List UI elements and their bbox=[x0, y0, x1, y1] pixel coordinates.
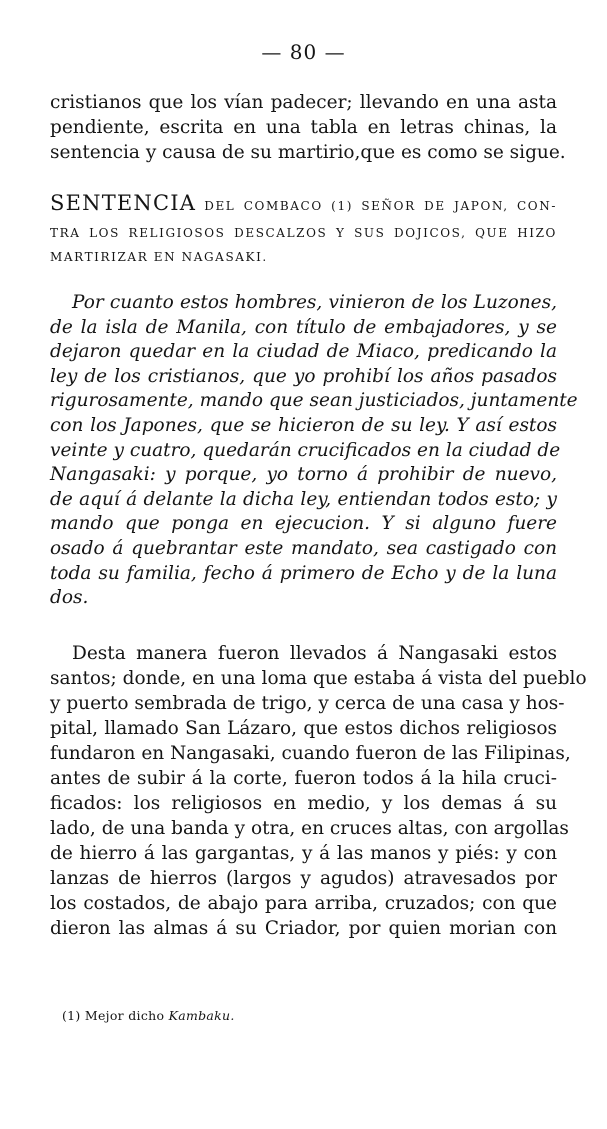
intro-paragraph bbox=[50, 90, 566, 165]
narrative-line: santos; donde, en una loma que estaba á vista del pueblo bbox=[50, 667, 587, 689]
sentence-line: con los Japones, que se hicieron de su ley. Y así estos bbox=[50, 414, 557, 436]
narrative-line: pital, llamado San Lázaro, que estos dichos religiosos bbox=[50, 717, 557, 739]
sentence-line: Nangasaki: y porque, yo torno á prohibir de nuevo, bbox=[50, 464, 557, 486]
page-number: — 80 — bbox=[261, 40, 346, 64]
narrative-line: fundaron en Nangasaki, cuando fueron de las Filipinas, bbox=[50, 742, 571, 764]
heading-line bbox=[50, 188, 557, 221]
footnote-prefix: (1) Mejor dicho bbox=[62, 1008, 169, 1023]
sentence-line: dejaron quedar en la ciudad de Miaco, predicando la bbox=[50, 341, 557, 363]
narrative-line: de hierro á las gargantas, y á las manos y piés: y con bbox=[50, 842, 557, 864]
heading-line: TRA LOS RELIGIOSOS DESCALZOS Y SUS DOJICOS, QUE HIZO bbox=[50, 226, 557, 240]
narrative-line: lado, de una banda y otra, en cruces altas, con argollas bbox=[50, 817, 569, 839]
sentence-line: toda su familia, fecho á primero de Echo y de la luna bbox=[50, 562, 557, 584]
heading-line: MARTIRIZAR EN NAGASAKI. bbox=[50, 250, 268, 264]
sentence-line: mando que ponga en ejecucion. Y si alguno fuere bbox=[50, 513, 557, 535]
intro-line: pendiente, escrita en una tabla en letras chinas, la bbox=[50, 117, 557, 138]
sentence-heading bbox=[50, 188, 557, 269]
narrative-line: dieron las almas á su Criador, por quien morian con bbox=[50, 917, 557, 939]
narrative-line: Desta manera fueron llevados á Nangasaki estos bbox=[72, 642, 557, 664]
narrative-paragraph bbox=[50, 641, 587, 941]
sentence-line: veinte y cuatro, quedarán crucificados en la ciudad de bbox=[50, 439, 561, 461]
narrative-line: lanzas de hierros (largos y agudos) atravesados por bbox=[50, 867, 557, 889]
footnote bbox=[62, 1008, 235, 1023]
intro-line: cristianos que los vían padecer; llevando en una asta bbox=[50, 92, 557, 113]
sentence-text bbox=[50, 291, 578, 611]
heading-line1-rest: DEL COMBACO (1) SEÑOR DE JAPON, CON- bbox=[204, 199, 558, 213]
sentence-line: Por cuanto estos hombres, vinieron de los Luzones, bbox=[72, 292, 557, 313]
narrative-line: ficados: los religiosos en medio, y los demas á su bbox=[50, 792, 557, 814]
footnote-term: Kambaku. bbox=[168, 1008, 235, 1023]
sentence-line: de la isla de Manila, con título de embajadores, y se bbox=[50, 316, 557, 338]
narrative-line: antes de subir á la corte, fueron todos á la hila cruci- bbox=[50, 767, 557, 789]
sentence-line: rigurosamente, mando que sean justiciados, juntamente bbox=[50, 390, 578, 412]
intro-line: sentencia y causa de su martirio,que es como se sigue. bbox=[50, 142, 566, 163]
narrative-line: y puerto sembrada de trigo, y cerca de una casa y hos- bbox=[50, 692, 565, 714]
sentence-line: ley de los cristianos, que yo prohibí los años pasados bbox=[50, 365, 557, 387]
sentence-line: de aquí á delante la dicha ley, entiendan todos esto; y bbox=[50, 488, 557, 510]
narrative-line: los costados, de abajo para arriba, cruzados; con que bbox=[50, 892, 557, 914]
sentence-line: osado á quebrantar este mandato, sea castigado con bbox=[50, 537, 557, 559]
sentence-line: dos. bbox=[50, 587, 89, 609]
heading-lead-word: SENTENCIA bbox=[50, 191, 197, 215]
